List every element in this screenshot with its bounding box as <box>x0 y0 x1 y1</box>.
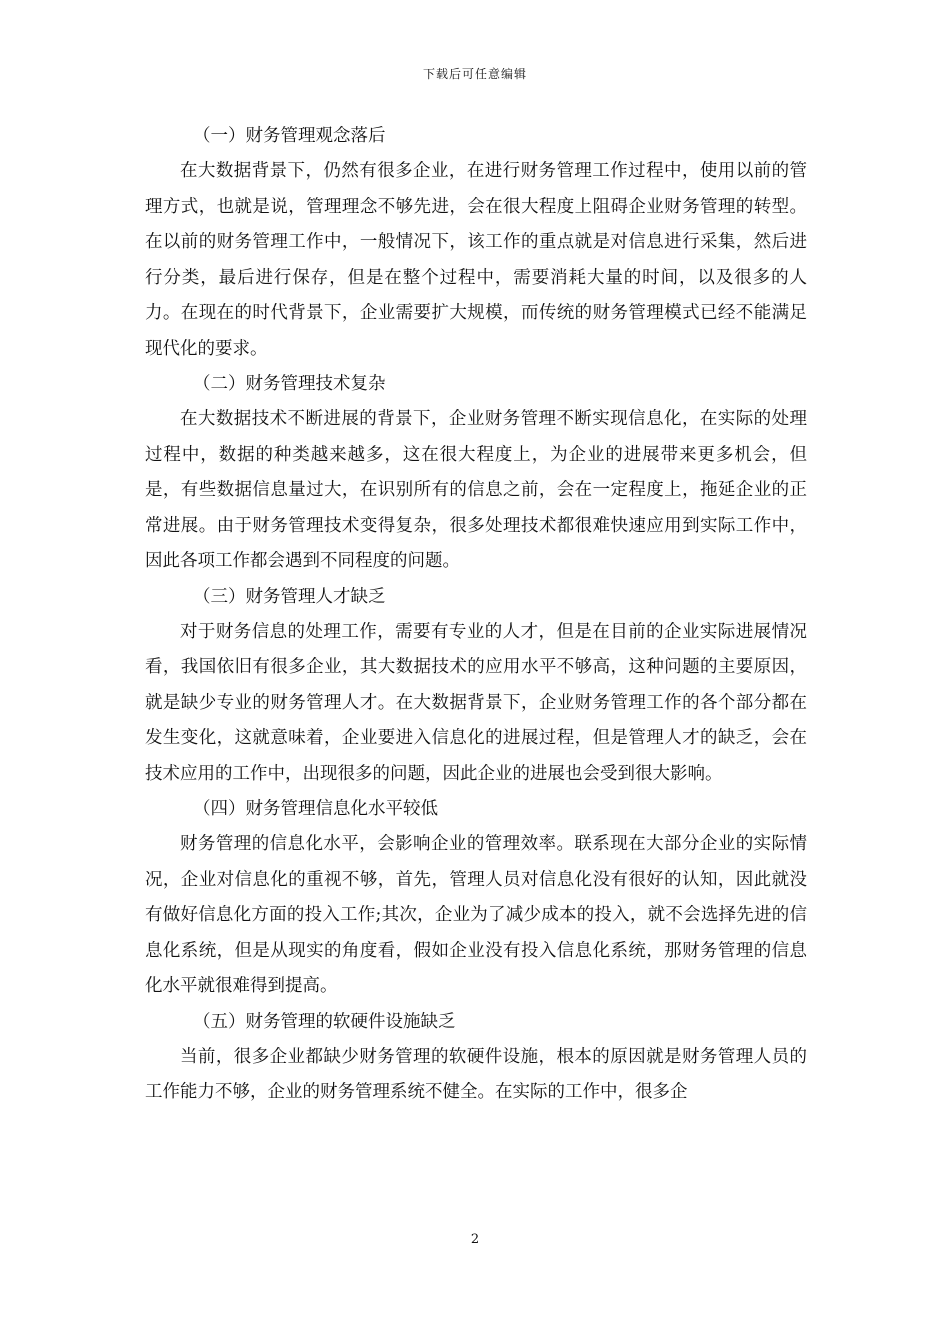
section-heading: （三）财务管理人才缺乏 <box>193 586 386 607</box>
page-number: 2 <box>470 1232 480 1247</box>
section-paragraph: 对于财务信息的处理工作，需要有专业的人才，但是在目前的企业实际进展情况看，我国依旧有很多企业，其大数据技术的应用水平不够高，这种问题的主要原因，就是缺少专业的财务管理人才。在大数据背景下，企业财务管理工作的各个部分都在发生变化，这就意味着，企业要进入信息化的进展过程，但是管理人才的缺乏，会在技术应用的工作中，出现很多的问题，因此企业的进展也会受到很大影响。 <box>145 621 807 784</box>
section-heading: （一）财务管理观念落后 <box>193 126 386 146</box>
section-paragraph: 财务管理的信息化水平，会影响企业的管理效率。联系现在大部分企业的实际情况，企业对信息化的重视不够，首先，管理人员对信息化没有很好的认知，因此就没有做好信息化方面的投入工作;其次，企业为了减少成本的投入，就不会选择先进的信息化系统，但是从现实的角度看，假如企业没有投入信息化系统，那财务管理的信息化水平就很难得到提高。 <box>145 834 807 996</box>
section-paragraph: 当前，很多企业都缺少财务管理的软硬件设施，根本的原因就是财务管理人员的工作能力不够，企业的财务管理系统不健全。在实际的工作中，很多企 <box>145 1046 807 1102</box>
section-paragraph: 在大数据技术不断进展的背景下，企业财务管理不断实现信息化，在实际的处理过程中，数据的种类越来越多，这在很大程度上，为企业的进展带来更多机会，但是，有些数据信息量过大，在识别所有的信息之前，会在一定程度上，拖延企业的正常进展。由于财务管理技术变得复杂，很多处理技术都很难快速应用到实际工作中，因此各项工作都会遇到不同程度的问题。 <box>145 409 807 571</box>
section-heading: （二）财务管理技术复杂 <box>193 374 386 394</box>
page-header: 下载后可任意编辑 <box>422 67 527 81</box>
section-heading: （四）财务管理信息化水平较低 <box>193 799 438 819</box>
section-heading: （五）财务管理的软硬件设施缺乏 <box>193 1011 456 1032</box>
document-body <box>145 119 807 1111</box>
section-paragraph: 在大数据背景下，仍然有很多企业，在进行财务管理工作过程中，使用以前的管理方式，也就是说，管理理念不够先进，会在很大程度上阻碍企业财务管理的转型。在以前的财务管理工作中，一般情况下，该工作的重点就是对信息进行采集，然后进行分类，最后进行保存，但是在整个过程中，需要消耗大量的时间，以及很多的人力。在现在的时代背景下，企业需要扩大规模，而传统的财务管理模式已经不能满足现代化的要求。 <box>145 161 807 359</box>
